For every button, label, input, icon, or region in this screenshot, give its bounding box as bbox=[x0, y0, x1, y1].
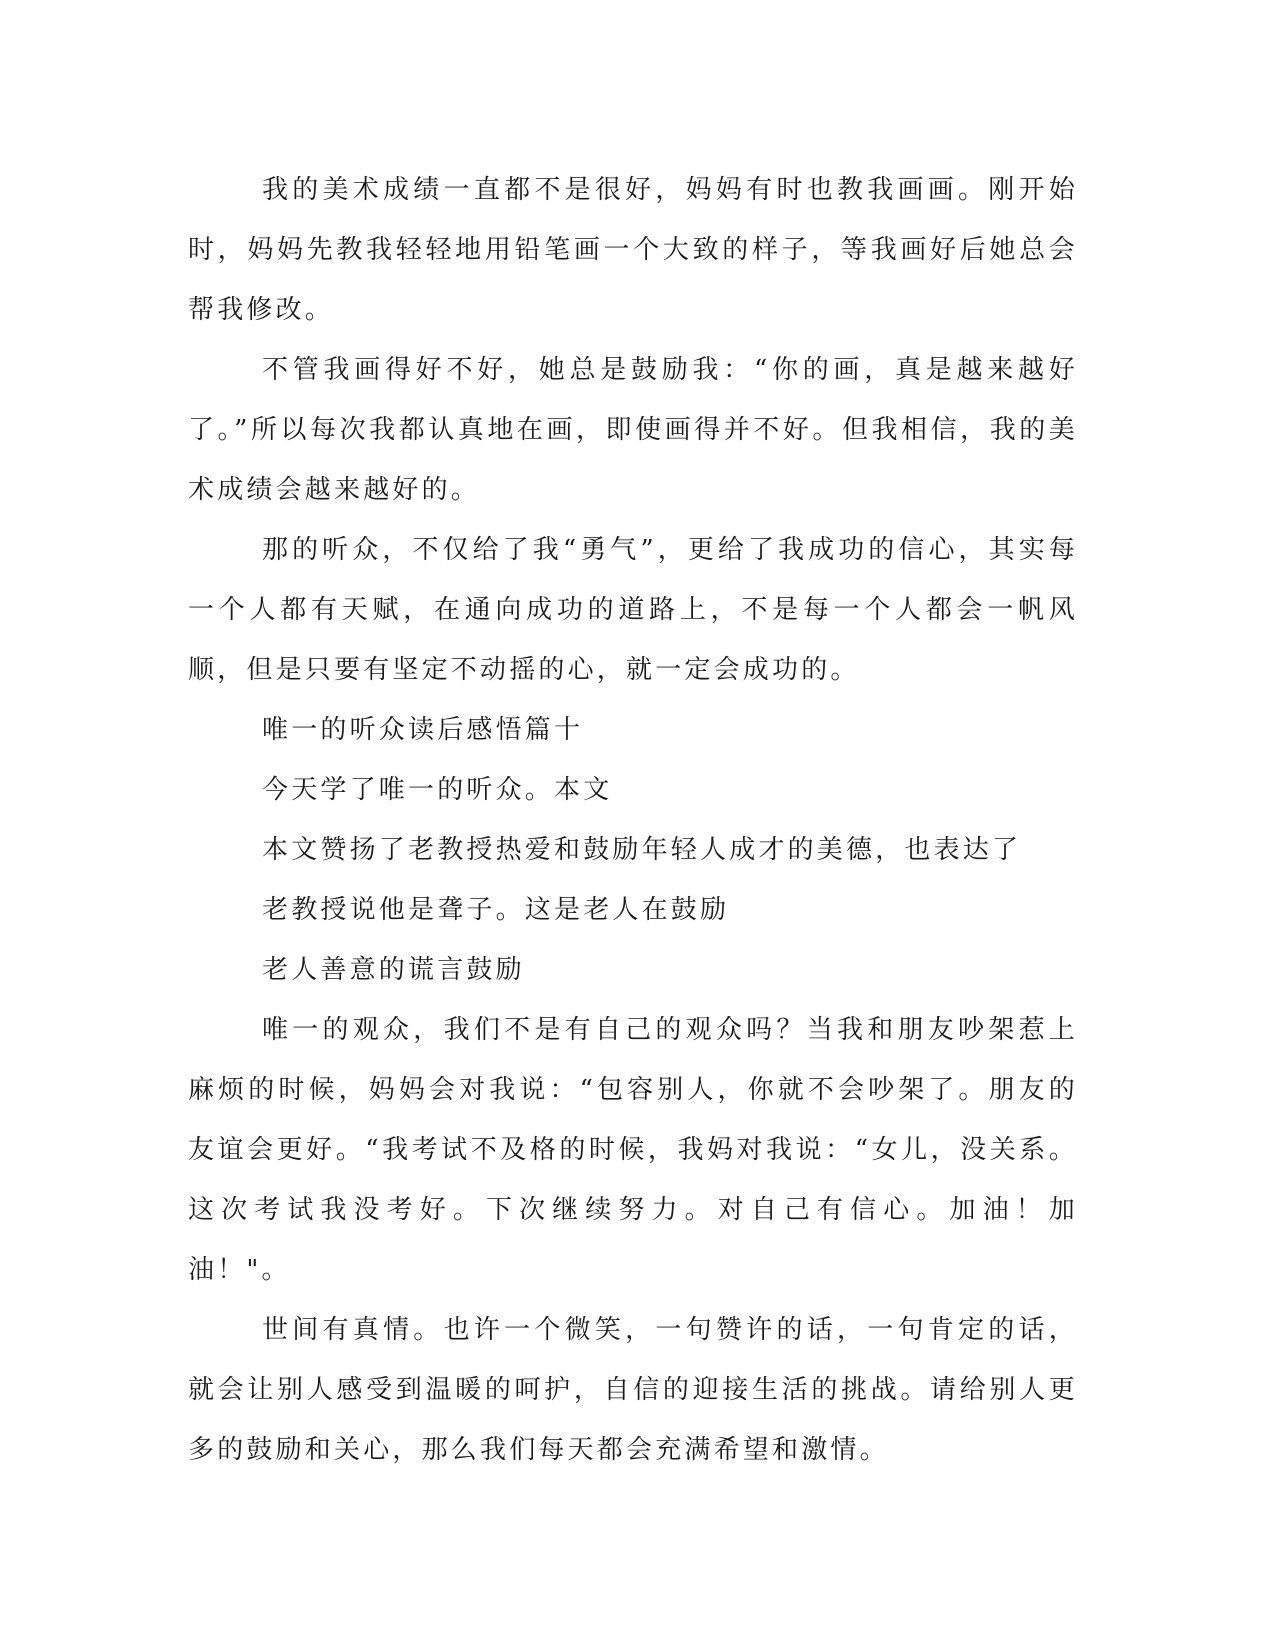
short-line-1: 今天学了唯一的听众。本文 bbox=[262, 775, 613, 805]
short-line-2: 本文赞扬了老教授热爱和鼓励年轻人成才的美德，也表达了 bbox=[262, 835, 1022, 865]
document-body bbox=[188, 160, 1078, 1480]
paragraph-confidence: 那的听众，不仅给了我“勇气”，更给了我成功的信心，其实每一个人都有天赋，在通向成功的道路上，不是每一个人都会一帆风顺，但是只要有坚定不动摇的心，就一定会成功的。 bbox=[188, 535, 1078, 685]
paragraph-audience: 唯一的观众，我们不是有自己的观众吗？当我和朋友吵架惹上麻烦的时候，妈妈会对我说：“包容别人，你就不会吵架了。朋友的友谊会更好。“我考试不及格的时候，我妈对我说：“女儿，没关系。这次考试我没考好。下次继续努力。对自己有信心。加油！加油！"。 bbox=[188, 1015, 1078, 1285]
section-title: 唯一的听众读后感悟篇十 bbox=[262, 715, 584, 745]
paragraph-art-grades: 我的美术成绩一直都不是很好，妈妈有时也教我画画。刚开始时，妈妈先教我轻轻地用铅笔画一个大致的样子，等我画好后她总会帮我修改。 bbox=[188, 175, 1078, 325]
short-line-3: 老教授说他是聋子。这是老人在鼓励 bbox=[262, 895, 730, 925]
short-line-4: 老人善意的谎言鼓励 bbox=[262, 955, 525, 985]
paragraph-encouragement: 不管我画得好不好，她总是鼓励我：“你的画，真是越来越好了。”所以每次我都认真地在画，即使画得并不好。但我相信，我的美术成绩会越来越好的。 bbox=[188, 355, 1078, 505]
paragraph-true-feelings: 世间有真情。也许一个微笑，一句赞许的话，一句肯定的话，就会让别人感受到温暖的呵护，自信的迎接生活的挑战。请给别人更多的鼓励和关心，那么我们每天都会充满希望和激情。 bbox=[188, 1315, 1078, 1465]
